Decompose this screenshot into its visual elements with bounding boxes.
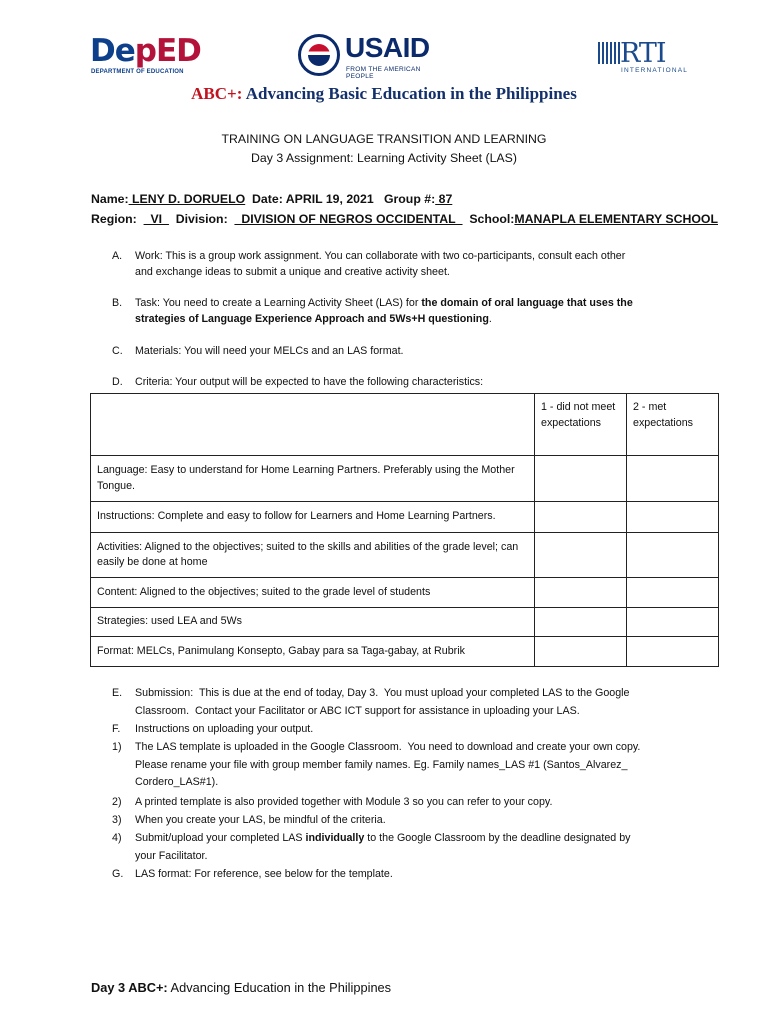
rti-mark-icon [598, 42, 620, 64]
usaid-logo-word: USAID [345, 32, 430, 63]
table-header-not-met: 1 - did not meet expectations [535, 394, 627, 456]
rating-cell [535, 637, 627, 667]
deped-logo [90, 33, 201, 82]
table-row [91, 578, 719, 608]
table-header-blank [91, 394, 535, 456]
deped-logo-word: DepED [90, 33, 201, 69]
rating-cell [535, 533, 627, 578]
usaid-logo-subtitle: FROM THE AMERICAN PEOPLE [346, 66, 421, 80]
region-value: _VI_ [143, 212, 169, 226]
rating-cell [535, 502, 627, 533]
rating-cell [535, 456, 627, 502]
rating-cell [627, 578, 719, 608]
rti-logo-word: RTI [620, 38, 666, 69]
table-row [91, 637, 719, 667]
table-row [91, 502, 719, 533]
usaid-seal-icon [298, 34, 340, 76]
table-row [91, 456, 719, 502]
group-value: 87 [435, 192, 453, 206]
rating-cell [627, 502, 719, 533]
assignment-title: Day 3 Assignment: Learning Activity Sheet (LAS) [251, 151, 517, 165]
page-footer: Day 3 ABC+: Advancing Education in the Philippines [91, 980, 392, 995]
rating-cell [535, 578, 627, 608]
usaid-logo [298, 34, 448, 80]
criteria-cell: Language: Easy to understand for Home Learning Partners. Preferably using the Mother Tongue. [91, 456, 535, 502]
name-value: LENY D. DORUELO [128, 192, 246, 206]
rating-cell [627, 608, 719, 637]
criteria-cell: Instructions: Complete and easy to follow for Learners and Home Learning Partners. [91, 502, 535, 533]
rating-cell [627, 637, 719, 667]
rating-cell [627, 533, 719, 578]
criteria-cell: Content: Aligned to the objectives; suited to the grade level of students [91, 578, 535, 608]
criteria-cell: Activities: Aligned to the objectives; suited to the skills and abilities of the grade level; can easily be done at home [91, 533, 535, 578]
school-value: MANAPLA ELEMENTARY SCHOOL [514, 212, 718, 226]
table-header-row [91, 394, 719, 456]
table-row [91, 608, 719, 637]
name-line: Name: LENY D. DORUELO Date: APRIL 19, 2021 Group #: 87 [91, 192, 453, 206]
rating-cell [627, 456, 719, 502]
division-value: _DIVISION OF NEGROS OCCIDENTAL_ [234, 212, 463, 226]
criteria-cell: Strategies: used LEA and 5Ws [91, 608, 535, 637]
table-header-met: 2 - met expectations [627, 394, 719, 456]
rating-cell [535, 608, 627, 637]
rti-logo [598, 38, 689, 80]
program-title: ABC+: Advancing Basic Education in the Philippines [191, 84, 577, 103]
rti-logo-subtitle: INTERNATIONAL [621, 67, 689, 74]
training-title: TRAINING ON LANGUAGE TRANSITION AND LEARNING [221, 132, 547, 146]
deped-logo-subtitle: DEPARTMENT OF EDUCATION [91, 69, 184, 75]
region-line: Region: _VI_ Division: _DIVISION OF NEGROS OCCIDENTAL_ School:MANAPLA ELEMENTARY SCHOOL [91, 212, 718, 226]
criteria-table [90, 393, 719, 667]
criteria-cell: Format: MELCs, Panimulang Konsepto, Gabay para sa Taga-gabay, at Rubrik [91, 637, 535, 667]
table-row [91, 533, 719, 578]
